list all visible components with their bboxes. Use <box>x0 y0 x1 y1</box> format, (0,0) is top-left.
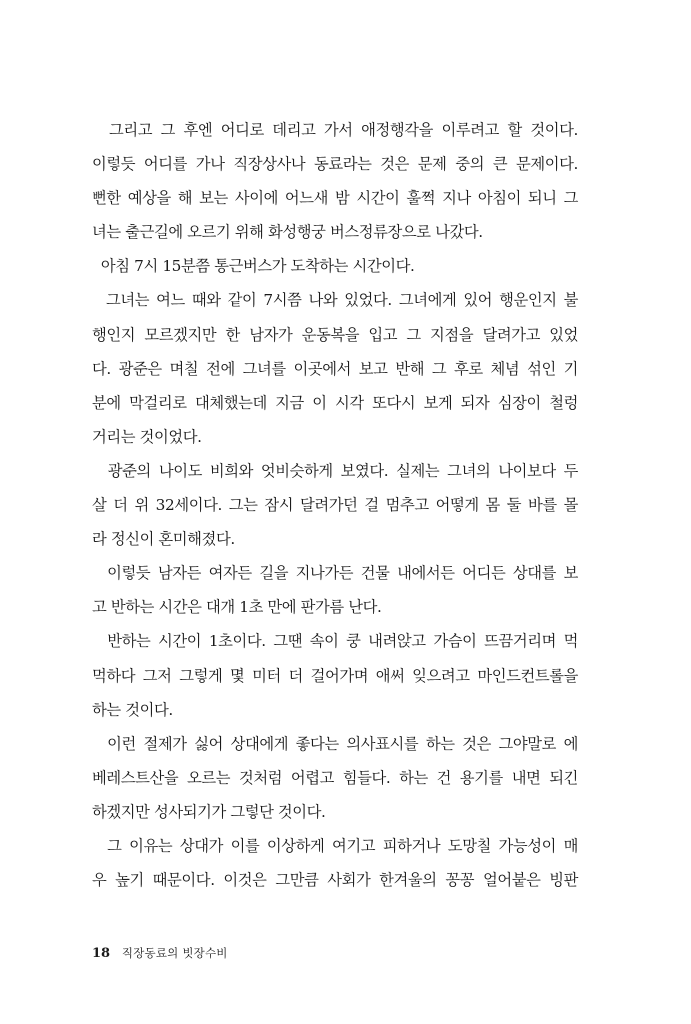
text-line: 그 이유는 상대가 이를 이상하게 여기고 피하거나 도망칠 가능성이 매 <box>92 836 578 855</box>
text-line: 하는 것이다. <box>92 700 173 719</box>
text-line: 하겠지만 성사되기가 그렇단 것이다. <box>92 802 326 821</box>
body-text <box>92 113 578 897</box>
text-line: 거리는 것이었다. <box>92 427 202 446</box>
text-line: 먹하다 그저 그렇게 몇 미터 더 걸어가며 애써 잊으려고 마인드컨트롤을 <box>92 666 578 685</box>
text-line: 녀는 출근길에 오르기 위해 화성행궁 버스정류장으로 나갔다. <box>92 223 483 242</box>
page-footer <box>92 945 228 962</box>
text-line: 라 정신이 혼미해졌다. <box>92 530 235 549</box>
text-line: 분에 막걸리로 대체했는데 지금 이 시각 또다시 보게 되자 심장이 철렁 <box>92 393 578 412</box>
page-number: 18 <box>92 946 111 961</box>
text-line: 고 반하는 시간은 대개 1초 만에 판가름 난다. <box>92 598 382 617</box>
text-line: 이런 절제가 싫어 상대에게 좋다는 의사표시를 하는 것은 그야말로 에 <box>92 734 578 753</box>
text-line: 우 높기 때문이다. 이것은 그만큼 사회가 한겨울의 꽁꽁 얼어붙은 빙판 <box>92 871 578 890</box>
text-line: 베레스트산을 오르는 것처럼 어렵고 힘들다. 하는 건 용기를 내면 되긴 <box>92 768 578 787</box>
text-line: 아침 7시 15분쯤 통근버스가 도착하는 시간이다. <box>92 257 415 276</box>
text-line: 다. 광준은 며칠 전에 그녀를 이곳에서 보고 반해 그 후로 체념 섞인 기 <box>92 359 578 378</box>
text-line: 이렇듯 어디를 가나 직장상사나 동료라는 것은 문제 중의 큰 문제이다. <box>92 155 578 174</box>
text-line: 그녀는 여느 때와 같이 7시쯤 나와 있었다. 그녀에게 있어 행운인지 불 <box>92 291 578 310</box>
text-line: 반하는 시간이 1초이다. 그땐 속이 쿵 내려앉고 가슴이 뜨끔거리며 먹 <box>92 632 578 651</box>
text-line: 그리고 그 후엔 어디로 데리고 가서 애정행각을 이루려고 할 것이다. <box>92 121 578 139</box>
text-line: 행인지 모르겠지만 한 남자가 운동복을 입고 그 지점을 달려가고 있었 <box>92 325 578 344</box>
text-line: 뻔한 예상을 해 보는 사이에 어느새 밤 시간이 훌쩍 지나 아침이 되니 그 <box>92 189 578 208</box>
running-title: 직장동료의 빗장수비 <box>121 946 228 960</box>
text-line: 살 더 위 32세이다. 그는 잠시 달려가던 걸 멈추고 어떻게 몸 둘 바를 몰 <box>92 496 578 515</box>
text-line: 이렇듯 남자든 여자든 길을 지나가든 건물 내에서든 어디든 상대를 보 <box>92 564 578 583</box>
text-line: 광준의 나이도 비희와 엇비슷하게 보였다. 실제는 그녀의 나이보다 두 <box>92 461 578 480</box>
